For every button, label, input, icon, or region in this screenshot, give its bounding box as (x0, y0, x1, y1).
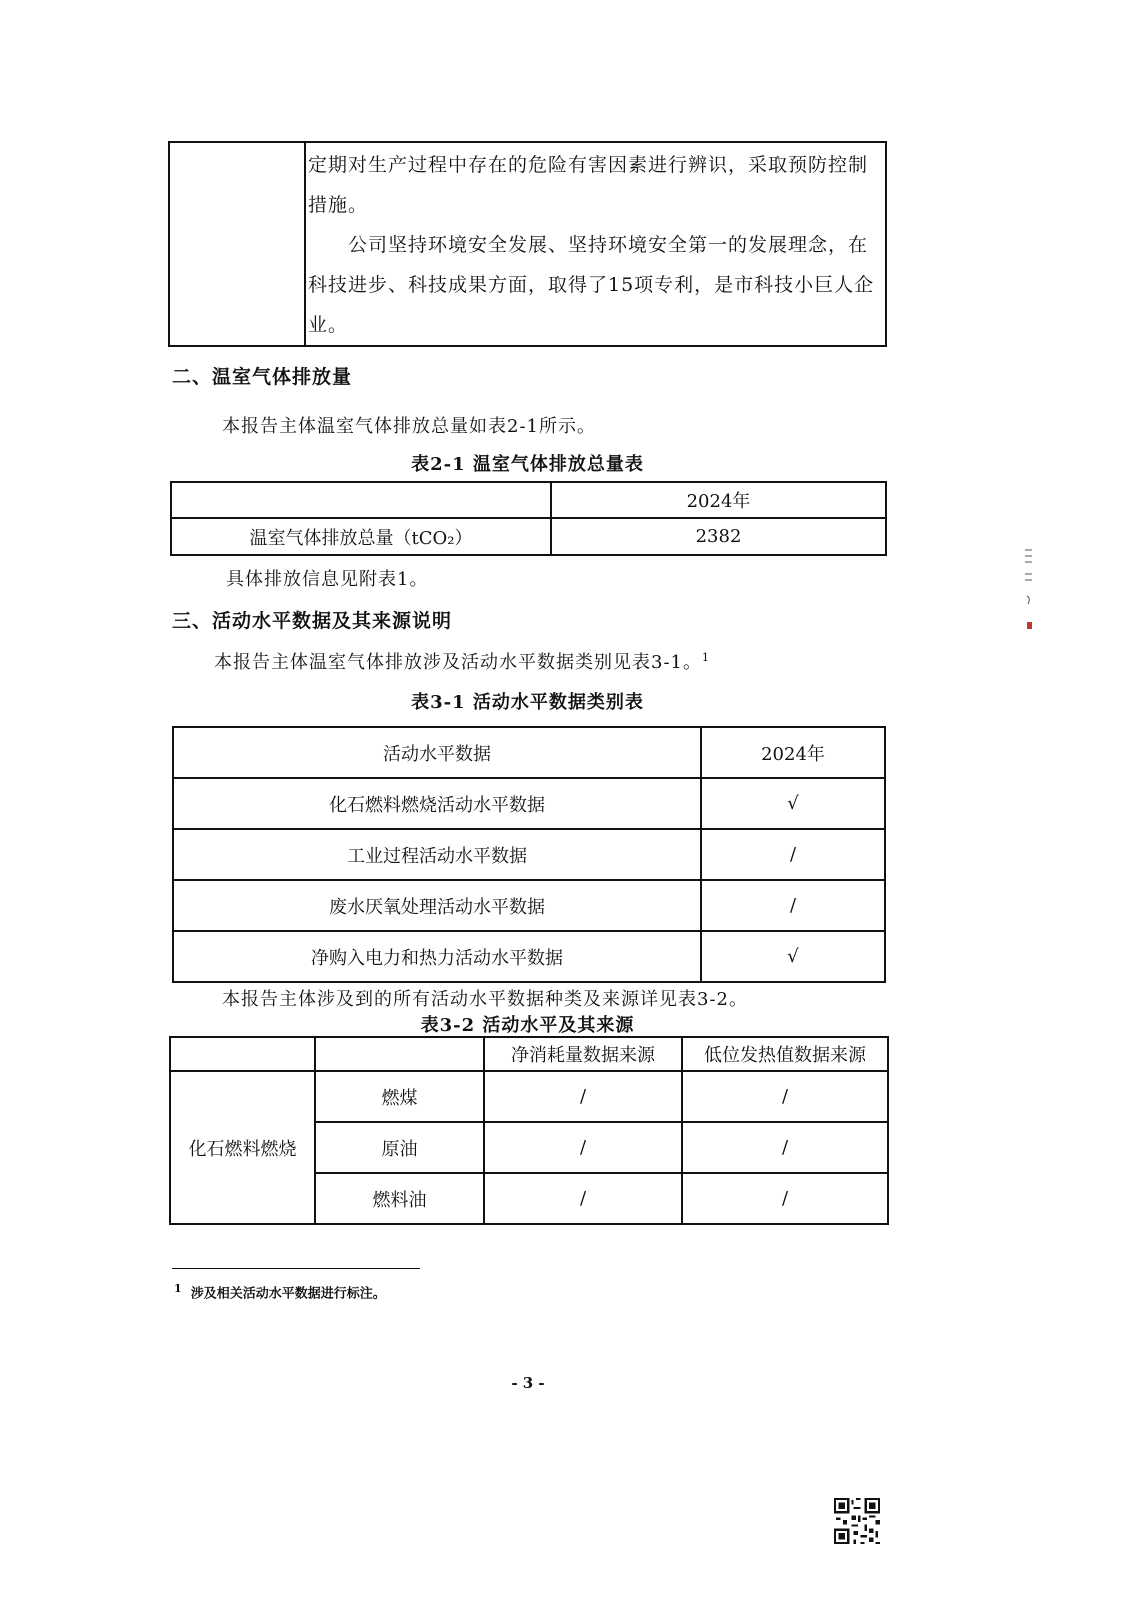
table-2-1-row-value: 2382 (551, 518, 886, 555)
table-3-2 (169, 1036, 889, 1225)
table-row (173, 829, 885, 880)
section2-note: 具体排放信息见附表1。 (226, 569, 429, 590)
table-3-1-row-label: 工业过程活动水平数据 (173, 829, 701, 880)
footnote (174, 1282, 386, 1301)
table-3-1-row-value: √ (701, 778, 885, 829)
table-3-2-heat: / (682, 1173, 888, 1224)
section2-heading: 二、温室气体排放量 (172, 366, 353, 388)
table-row (170, 1071, 888, 1122)
table-3-1 (172, 726, 886, 983)
table-2-1-caption: 表2-1 温室气体排放总量表 (411, 454, 644, 475)
intro-paragraph-2: 公司坚持环境安全发展、坚持环境安全第一的发展理念，在科技进步、科技成果方面，取得了15项专利，是市科技小巨人企业。 (308, 234, 875, 336)
table-3-2-header-blank-2 (315, 1037, 484, 1071)
table-2-1 (170, 481, 887, 556)
table-2-1-header-blank (171, 482, 551, 518)
table-row (173, 931, 885, 982)
table-2-1-row-label: 温室气体排放总量（tCO₂） (171, 518, 551, 555)
section2-intro: 本报告主体温室气体排放总量如表2-1所示。 (222, 416, 596, 437)
table-3-2-fuel: 原油 (315, 1122, 484, 1173)
table-3-1-header-data: 活动水平数据 (173, 727, 701, 778)
section3-heading: 三、活动水平数据及其来源说明 (172, 610, 453, 632)
intro-paragraph-1: 定期对生产过程中存在的危险有害因素进行辨识，采取预防控制措施。 (308, 154, 869, 216)
table-row (173, 880, 885, 931)
table-3-2-header-consumption: 净消耗量数据来源 (484, 1037, 682, 1071)
intro-box (168, 141, 887, 347)
table-3-1-row-label: 净购入电力和热力活动水平数据 (173, 931, 701, 982)
table-2-1-header-year: 2024年 (551, 482, 886, 518)
qr-code-icon (834, 1498, 880, 1544)
footnote-ref: 1 (701, 651, 710, 664)
section3-intro2: 本报告主体涉及到的所有活动水平数据种类及来源详见表3-2。 (222, 989, 748, 1010)
table-3-2-heat: / (682, 1071, 888, 1122)
table-3-1-row-value: / (701, 829, 885, 880)
table-row (173, 778, 885, 829)
table-3-2-consumption: / (484, 1122, 682, 1173)
table-3-1-row-label: 废水厌氧处理活动水平数据 (173, 880, 701, 931)
margin-marks-icon (1022, 548, 1038, 632)
page-number: - 3 - (511, 1374, 545, 1392)
table-3-1-row-value: √ (701, 931, 885, 982)
table-3-2-consumption: / (484, 1173, 682, 1224)
table-3-2-caption: 表3-2 活动水平及其来源 (420, 1015, 635, 1036)
table-3-2-header-heat: 低位发热值数据来源 (682, 1037, 888, 1071)
section3-intro (214, 648, 710, 674)
section3-intro-text: 本报告主体温室气体排放涉及活动水平数据类别见表3-1。 (214, 652, 702, 673)
table-3-2-fuel: 燃煤 (315, 1071, 484, 1122)
intro-box-text-cell (305, 142, 886, 346)
table-3-2-group-label: 化石燃料燃烧 (170, 1071, 315, 1224)
table-3-2-fuel: 燃料油 (315, 1173, 484, 1224)
table-3-1-row-label: 化石燃料燃烧活动水平数据 (173, 778, 701, 829)
table-3-2-heat: / (682, 1122, 888, 1173)
table-3-1-caption: 表3-1 活动水平数据类别表 (411, 692, 644, 713)
footnote-text: 涉及相关活动水平数据进行标注。 (190, 1286, 386, 1302)
table-3-2-header-blank-1 (170, 1037, 315, 1071)
footnote-divider (172, 1268, 420, 1269)
intro-box-left-cell (169, 142, 305, 346)
table-3-1-header-year: 2024年 (701, 727, 885, 778)
table-3-1-row-value: / (701, 880, 885, 931)
table-3-2-consumption: / (484, 1071, 682, 1122)
footnote-number: 1 (174, 1282, 182, 1295)
